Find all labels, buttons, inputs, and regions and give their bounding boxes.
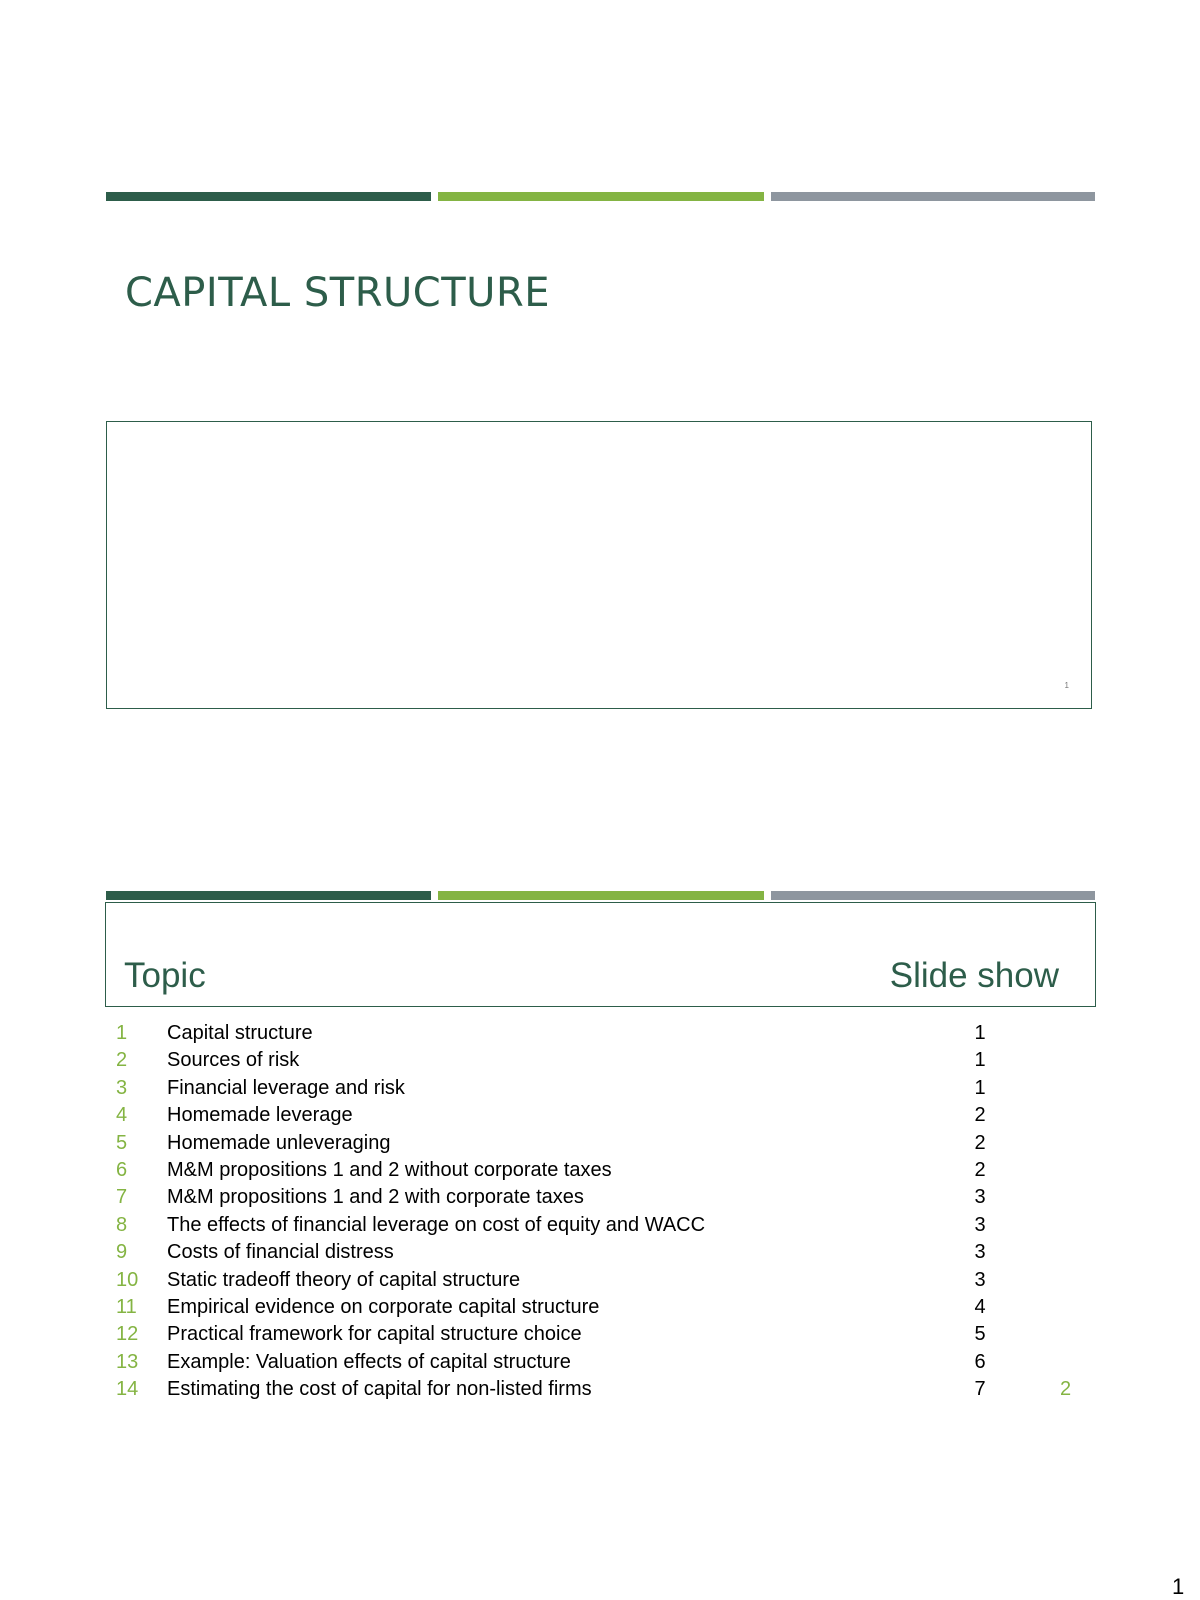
- accent-segment-dark: [106, 192, 431, 201]
- toc-row-slide: 1: [974, 1022, 986, 1044]
- slide1-content-box: [106, 421, 1092, 709]
- toc-row-number: 1: [116, 1022, 128, 1044]
- slide2-accent-bar: [106, 891, 1095, 900]
- toc-row-number: 10: [116, 1268, 139, 1291]
- toc-row: [0, 1376, 1200, 1403]
- toc-row-number: 4: [116, 1104, 128, 1127]
- toc-row-number: 7: [116, 1186, 128, 1209]
- toc-row-topic: Homemade leverage: [167, 1104, 353, 1127]
- toc-row-number: 11: [116, 1295, 137, 1318]
- toc-row-topic: M&M propositions 1 and 2 without corporate taxes: [167, 1158, 612, 1181]
- toc-row-topic: The effects of financial leverage on cost of equity and WACC: [167, 1213, 706, 1236]
- toc-row: [0, 1267, 1200, 1294]
- toc-row: [0, 1102, 1200, 1129]
- toc-row-slide: 1: [974, 1049, 986, 1072]
- toc-row: [0, 1349, 1200, 1376]
- toc-row-topic: M&M propositions 1 and 2 with corporate taxes: [167, 1186, 584, 1209]
- toc-row-number: 14: [116, 1378, 139, 1401]
- page-number: 1: [1172, 1574, 1185, 1599]
- toc-row-slide: 2: [974, 1104, 986, 1127]
- slide1-box-page-number: 1: [1064, 681, 1069, 690]
- toc-row-slide: 6: [974, 1350, 986, 1373]
- toc-row-number: 9: [116, 1241, 128, 1264]
- toc-row: [0, 1157, 1200, 1184]
- toc-row-number: 8: [116, 1213, 128, 1236]
- toc-row: [0, 1239, 1200, 1266]
- toc-row-topic: Estimating the cost of capital for non-listed firms: [167, 1378, 592, 1401]
- toc-row-number: 3: [116, 1076, 128, 1099]
- toc-row: [0, 1075, 1200, 1102]
- toc-row: [0, 1321, 1200, 1348]
- toc-row: [0, 1047, 1200, 1074]
- accent-segment-green: [438, 891, 764, 900]
- toc-header-box: [105, 902, 1096, 1007]
- toc-row-topic: Capital structure: [167, 1022, 313, 1044]
- toc-row-slide: 3: [974, 1268, 986, 1291]
- toc-row-topic: Example: Valuation effects of capital structure: [167, 1350, 571, 1373]
- toc-header-slideshow: Slide show: [889, 956, 1059, 995]
- slide1-title: CAPITAL STRUCTURE: [125, 270, 551, 316]
- toc-row-topic: Empirical evidence on corporate capital structure: [167, 1295, 600, 1318]
- toc-row-slide: 3: [974, 1241, 986, 1264]
- toc-row-topic: Practical framework for capital structure choice: [167, 1323, 582, 1346]
- accent-segment-green: [438, 192, 764, 201]
- toc-header-topic: Topic: [124, 956, 206, 995]
- toc-row-slide: 2: [974, 1158, 986, 1181]
- toc-row-topic: Static tradeoff theory of capital structure: [167, 1268, 521, 1291]
- toc-row-number: 2: [116, 1049, 128, 1072]
- toc-row-slide: 5: [974, 1323, 986, 1346]
- toc-row: [0, 1184, 1200, 1211]
- accent-segment-gray: [771, 192, 1095, 201]
- toc-list: [0, 1020, 1200, 1403]
- toc-row-slide: 4: [974, 1295, 986, 1318]
- toc-row: [0, 1020, 1200, 1047]
- toc-row-slide: 7: [974, 1378, 986, 1401]
- toc-row-slide: 2: [974, 1131, 986, 1154]
- accent-segment-gray: [771, 891, 1095, 900]
- toc-row-slide: 3: [974, 1186, 986, 1209]
- toc-row: [0, 1212, 1200, 1239]
- accent-segment-dark: [106, 891, 431, 900]
- toc-row-number: 13: [116, 1350, 139, 1373]
- toc-row-number: 12: [116, 1323, 139, 1346]
- toc-row: [0, 1130, 1200, 1157]
- toc-row-topic: Homemade unleveraging: [167, 1131, 391, 1154]
- slide2-number: 2: [1060, 1378, 1072, 1400]
- toc-row-topic: Financial leverage and risk: [167, 1076, 405, 1099]
- toc-row-slide: 1: [974, 1076, 986, 1099]
- slide1-accent-bar: [106, 192, 1095, 201]
- toc-row-topic: Sources of risk: [167, 1049, 300, 1072]
- toc-row-number: 6: [116, 1158, 128, 1181]
- toc-row-number: 5: [116, 1131, 128, 1154]
- toc-row-topic: Costs of financial distress: [167, 1241, 394, 1264]
- toc-row: [0, 1294, 1200, 1321]
- toc-row-slide: 3: [974, 1213, 986, 1236]
